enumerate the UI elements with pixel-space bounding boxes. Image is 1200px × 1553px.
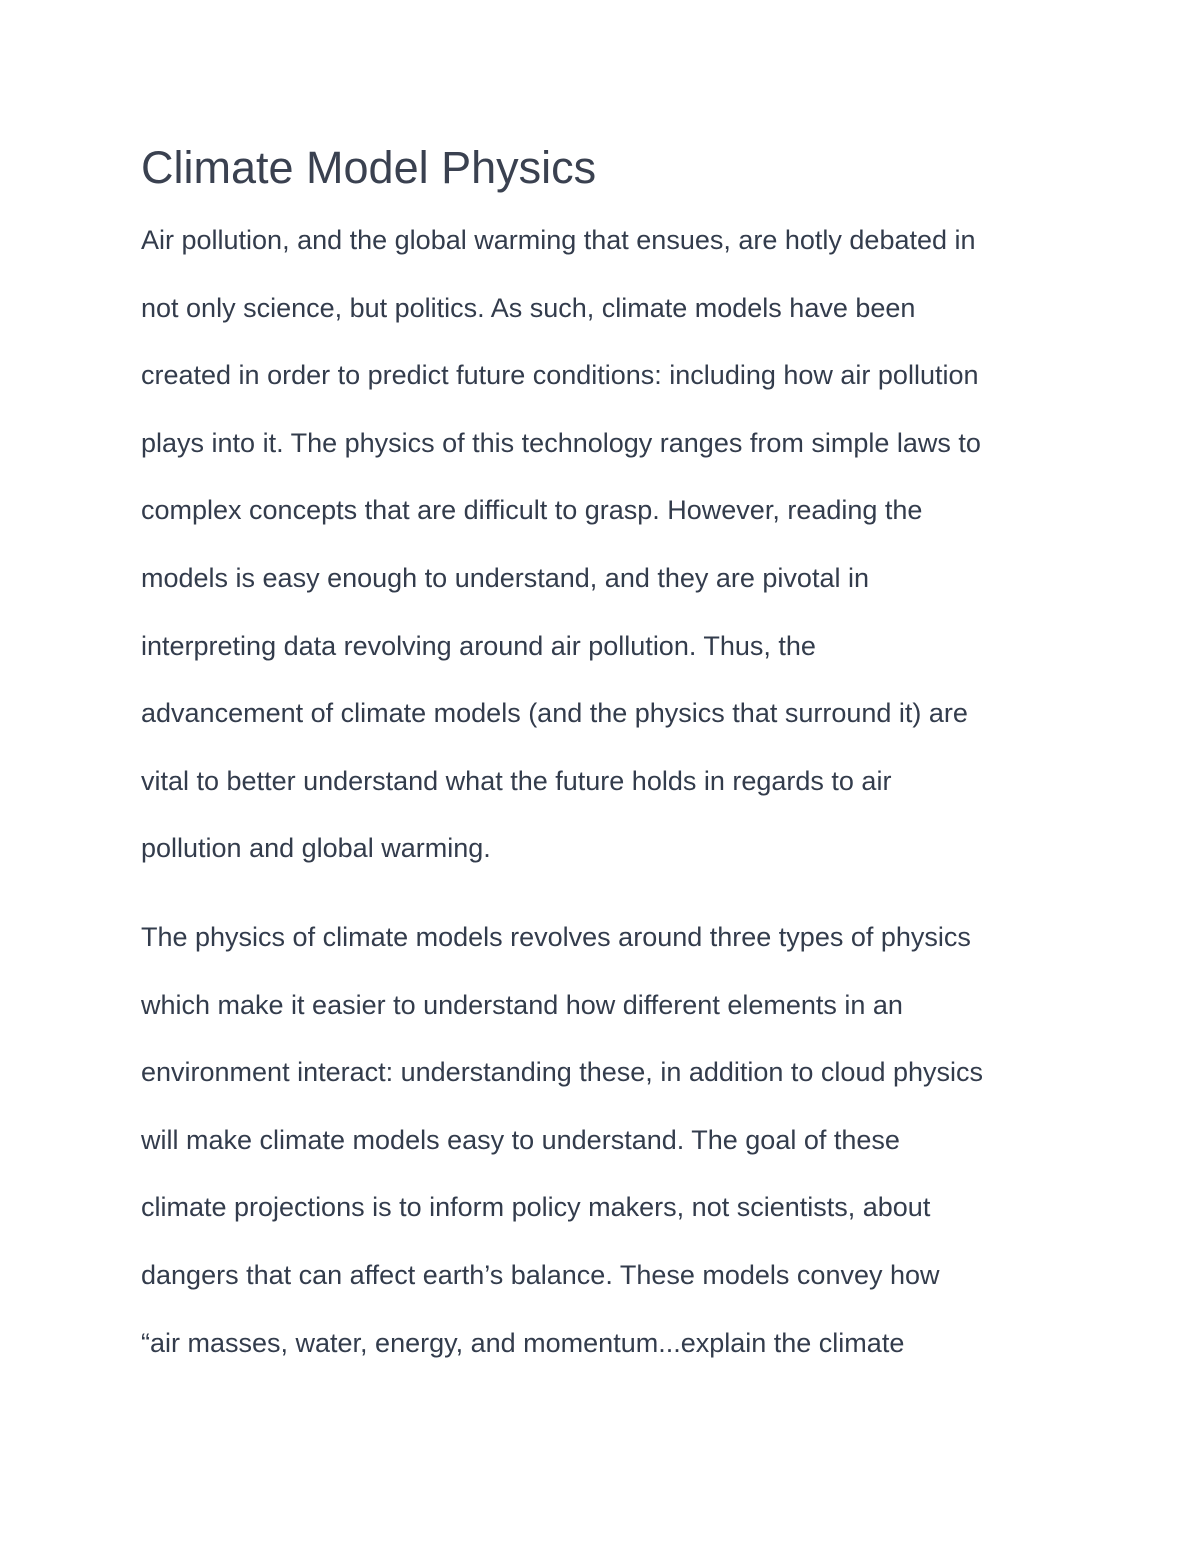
paragraph-line: climate projections is to inform policy makers, not scientists, about — [141, 1192, 931, 1223]
paragraph-line: environment interact: understanding these, in addition to cloud physics — [141, 1057, 984, 1088]
paragraph-line: “air masses, water, energy, and momentum...explain the climate — [141, 1327, 905, 1358]
paragraph-2 — [141, 904, 1071, 1377]
paragraph-line: created in order to predict future conditions: including how air pollution — [141, 360, 979, 391]
paragraph-line: complex concepts that are difficult to grasp. However, reading the — [141, 495, 923, 526]
paragraph-line: Air pollution, and the global warming that ensues, are hotly debated in — [141, 225, 976, 255]
paragraph-1 — [141, 207, 1071, 883]
paragraph-line: plays into it. The physics of this technology ranges from simple laws to — [141, 427, 981, 458]
paragraph-line: pollution and global warming. — [141, 833, 491, 864]
paragraph-line: interpreting data revolving around air pollution. Thus, the — [141, 630, 816, 661]
paragraph-line: advancement of climate models (and the physics that surround it) are — [141, 698, 968, 729]
paragraph-line: models is easy enough to understand, and they are pivotal in — [141, 562, 869, 593]
paragraph-line: vital to better understand what the future holds in regards to air — [141, 765, 892, 796]
document-title: Climate Model Physics — [141, 142, 597, 193]
paragraph-line: will make climate models easy to understand. The goal of these — [141, 1124, 900, 1155]
paragraph-line: which make it easier to understand how different elements in an — [141, 989, 903, 1020]
paragraph-line: dangers that can affect earth’s balance. These models convey how — [141, 1259, 940, 1290]
paragraph-line: not only science, but politics. As such, climate models have been — [141, 292, 916, 323]
paragraph-line: The physics of climate models revolves around three types of physics — [141, 921, 971, 952]
document-body — [141, 136, 1071, 1377]
